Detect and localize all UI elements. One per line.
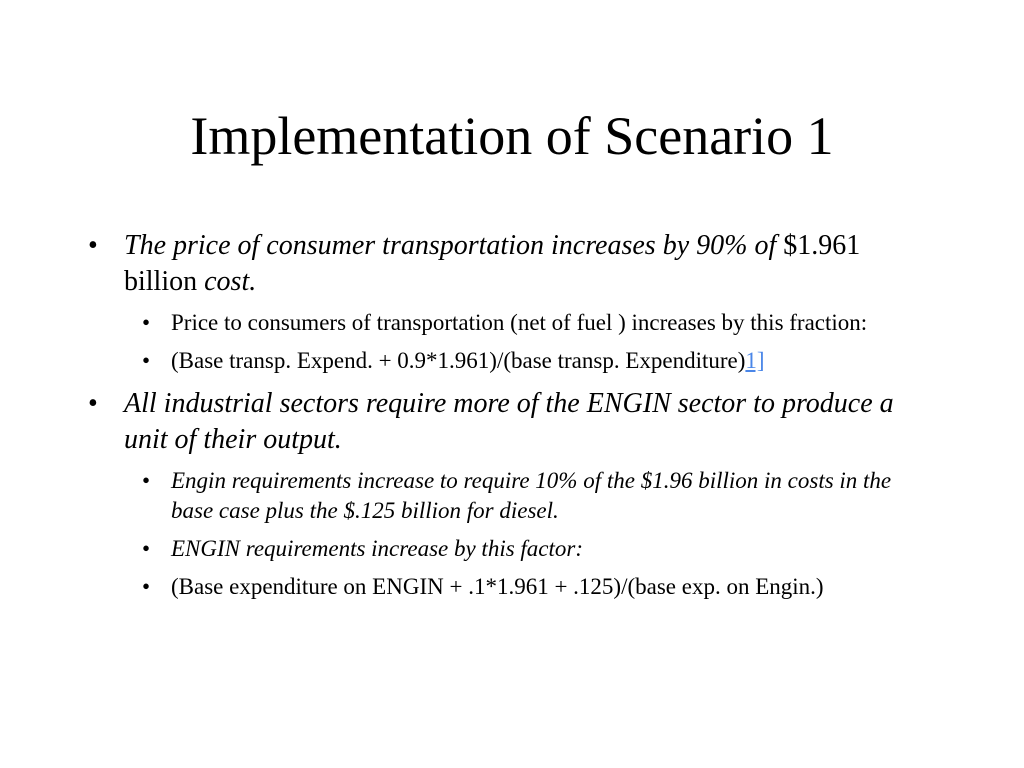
slide-body xyxy=(0,228,1024,602)
sub-bullet-text: (Base expenditure on ENGIN + .1*1.961 + .125)/(base exp. on Engin.) xyxy=(171,574,824,599)
bullet-icon: • xyxy=(142,468,151,493)
bullet-icon: • xyxy=(88,230,98,261)
bullet-icon: • xyxy=(142,574,151,599)
sub-bullet-item-engin-requirements xyxy=(0,466,1024,526)
sub-bullet-text: Engin requirements increase to require 10% of the $1.96 billion in costs in the base case plus the $.125 billion for diesel. xyxy=(171,468,892,523)
footnote-link[interactable]: 1] xyxy=(745,348,765,373)
slide-title: Implementation of Scenario 1 xyxy=(190,106,834,166)
sub-bullet-item-transport-formula xyxy=(0,346,1024,376)
sub-bullet-item-engin-factor xyxy=(0,534,1024,564)
bullet-text: cost. xyxy=(204,266,257,297)
bullet-item-engin-sector xyxy=(0,386,1024,458)
bullet-text: All industrial sectors require more of the ENGIN sector to produce a unit of their output. xyxy=(124,388,894,455)
sub-bullet-item-engin-formula xyxy=(0,572,1024,602)
bullet-text: The price of consumer transportation increases by 90% of xyxy=(124,230,784,261)
bullet-item-transport-price xyxy=(0,228,1024,300)
sub-bullet-item-price-fraction xyxy=(0,308,1024,338)
bullet-icon: • xyxy=(88,388,98,419)
bullet-text: $1.961 billion xyxy=(124,230,861,297)
sub-bullet-text: (Base transp. Expend. + 0.9*1.961)/(base transp. Expenditure) xyxy=(171,348,746,373)
bullet-icon: • xyxy=(142,310,151,335)
bullet-icon: • xyxy=(142,348,151,373)
sub-bullet-text: ENGIN requirements increase by this factor: xyxy=(171,536,584,561)
bullet-icon: • xyxy=(142,536,151,561)
sub-bullet-text: Price to consumers of transportation (net of fuel ) increases by this fraction: xyxy=(171,310,868,335)
